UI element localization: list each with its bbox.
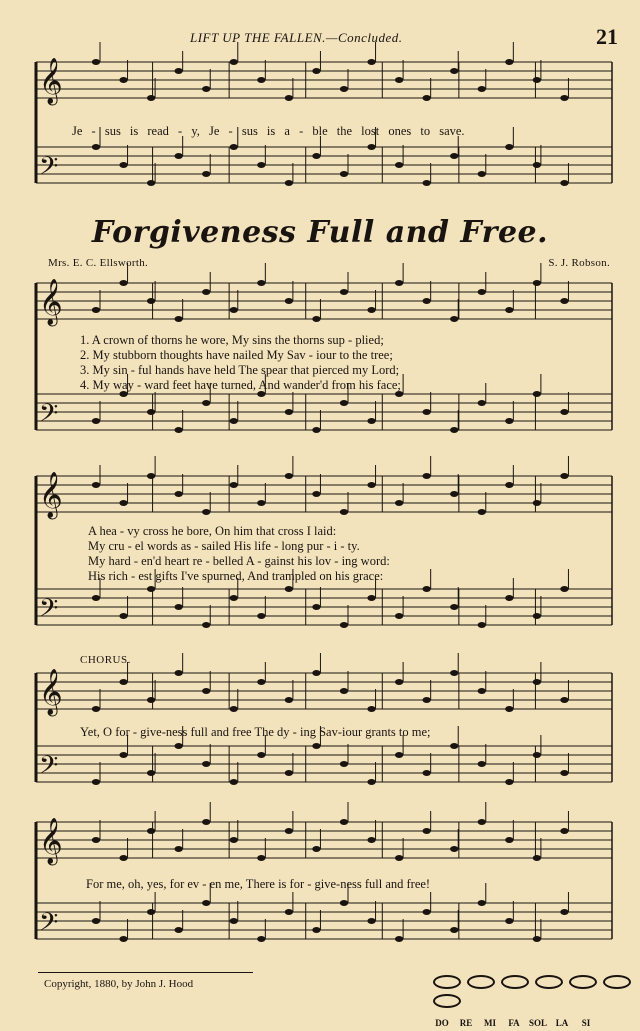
note-head (119, 162, 127, 168)
note-head (285, 95, 293, 101)
note-head (202, 622, 210, 628)
note-head (533, 77, 541, 83)
treble-clef-icon: 𝄞 (39, 279, 63, 325)
note-head (92, 837, 100, 843)
running-title: LIFT UP THE FALLEN.—Concluded. (190, 30, 403, 45)
verse-4-line-1: 4. My way - ward feet have turned, And wander'd from his face; (80, 378, 401, 392)
note-head (367, 418, 375, 424)
note-head (450, 316, 458, 322)
footer-rule (38, 972, 253, 973)
note-head (92, 307, 100, 313)
note-head (257, 500, 265, 506)
treble-clef-icon: 𝄞 (39, 58, 63, 104)
bass-clef-icon: 𝄢 (39, 908, 59, 943)
note-head (312, 153, 320, 159)
note-head (312, 927, 320, 933)
author: Mrs. E. C. Ellsworth. (48, 257, 149, 269)
sol-shape-icon (569, 975, 597, 989)
solfege-sol: SOL (528, 1018, 547, 1028)
solfege-re: RE (459, 1018, 473, 1028)
re-shape-icon (467, 975, 495, 989)
note-head (230, 918, 238, 924)
note-head (174, 927, 182, 933)
note-head (422, 586, 430, 592)
note-head (395, 77, 403, 83)
note-head (285, 409, 293, 415)
note-head (367, 482, 375, 488)
note-head (285, 298, 293, 304)
note-head (312, 670, 320, 676)
note-head (230, 482, 238, 488)
note-head (230, 59, 238, 65)
note-head (422, 180, 430, 186)
note-head (478, 86, 486, 92)
note-head (312, 846, 320, 852)
note-head (202, 509, 210, 515)
note-head (560, 180, 568, 186)
note-head (450, 491, 458, 497)
note-head (478, 509, 486, 515)
note-head (257, 613, 265, 619)
note-head (533, 855, 541, 861)
note-head (174, 604, 182, 610)
treble-clef-icon: 𝄞 (39, 472, 63, 518)
note-head (312, 604, 320, 610)
note-head (422, 697, 430, 703)
note-head (422, 95, 430, 101)
note-head (174, 68, 182, 74)
note-head (478, 171, 486, 177)
note-head (174, 846, 182, 852)
note-head (285, 909, 293, 915)
note-head (478, 622, 486, 628)
note-head (560, 409, 568, 415)
note-head (533, 752, 541, 758)
note-head (340, 289, 348, 295)
note-head (367, 779, 375, 785)
bass-clef-icon: 𝄢 (39, 751, 59, 786)
verse-4-line-2: His rich - est gifts I've spurned, And trampled on his grace: (88, 569, 384, 583)
note-head (450, 153, 458, 159)
note-head (505, 482, 513, 488)
do-shape-icon (433, 975, 461, 989)
solfege-legend (430, 975, 640, 1031)
note-head (340, 761, 348, 767)
note-head (202, 761, 210, 767)
note-head (533, 936, 541, 942)
note-head (505, 706, 513, 712)
note-head (340, 900, 348, 906)
note-head (560, 473, 568, 479)
note-head (505, 59, 513, 65)
top-lyric: Je - sus is read - y, Je - sus is a - ble the lost ones to save. (72, 124, 465, 138)
note-head (285, 697, 293, 703)
note-head (450, 743, 458, 749)
note-head (340, 509, 348, 515)
la-shape-icon (603, 975, 631, 989)
note-head (533, 500, 541, 506)
note-head (92, 595, 100, 601)
note-head (505, 779, 513, 785)
note-head (147, 409, 155, 415)
note-head (505, 595, 513, 601)
note-head (478, 400, 486, 406)
note-head (533, 162, 541, 168)
note-head (147, 95, 155, 101)
note-head (450, 68, 458, 74)
verse-2-line-2: My cru - el words as - sailed His life - long pur - i - ty. (88, 539, 360, 553)
note-head (119, 679, 127, 685)
chorus-line-2: For me, oh, yes, for ev - en me, There is for - give-ness full and free! (86, 877, 431, 891)
note-head (147, 586, 155, 592)
note-head (285, 180, 293, 186)
note-head (367, 837, 375, 843)
note-head (422, 298, 430, 304)
note-head (230, 706, 238, 712)
note-head (395, 280, 403, 286)
note-head (202, 900, 210, 906)
verse-1-line-2: A hea - vy cross he bore, On him that cross I laid: (88, 524, 337, 538)
note-head (312, 743, 320, 749)
note-head (505, 418, 513, 424)
note-head (450, 670, 458, 676)
note-head (174, 491, 182, 497)
solfege-fa: FA (508, 1018, 520, 1028)
note-head (174, 316, 182, 322)
bass-clef-icon: 𝄢 (39, 399, 59, 434)
note-head (340, 86, 348, 92)
note-head (478, 761, 486, 767)
note-head (92, 418, 100, 424)
note-head (119, 855, 127, 861)
solfege-labels (430, 1013, 640, 1031)
note-head (257, 162, 265, 168)
note-head (257, 752, 265, 758)
note-head (285, 473, 293, 479)
note-head (202, 289, 210, 295)
note-head (312, 316, 320, 322)
note-head (119, 500, 127, 506)
note-head (202, 400, 210, 406)
note-head (533, 391, 541, 397)
bass-clef-icon: 𝄢 (39, 152, 59, 187)
note-head (230, 144, 238, 150)
note-head (92, 918, 100, 924)
note-head (395, 162, 403, 168)
note-head (340, 819, 348, 825)
chorus-line-1: Yet, O for - give-ness full and free The dy - ing Sav-iour grants to me; (80, 725, 431, 739)
si-shape-icon (433, 994, 461, 1008)
note-head (367, 307, 375, 313)
note-head (285, 828, 293, 834)
note-head (560, 298, 568, 304)
note-head (285, 770, 293, 776)
solfege-do: DO (435, 1018, 449, 1028)
note-head (202, 819, 210, 825)
note-head (422, 409, 430, 415)
note-head (422, 828, 430, 834)
note-head (478, 289, 486, 295)
note-head (119, 280, 127, 286)
note-head (202, 86, 210, 92)
note-head (257, 936, 265, 942)
note-head (147, 697, 155, 703)
verse-3-line-1: 3. My sin - ful hands have held The spear that pierced my Lord; (80, 363, 400, 377)
fa-shape-icon (535, 975, 563, 989)
note-head (147, 473, 155, 479)
note-head (92, 779, 100, 785)
verse-3-line-2: My hard - en'd heart re - belled A - gainst his lov - ing word: (88, 554, 390, 568)
note-head (533, 679, 541, 685)
solfege-mi: MI (484, 1018, 496, 1028)
note-head (367, 918, 375, 924)
copyright: Copyright, 1880, by John J. Hood (44, 978, 194, 990)
note-head (450, 427, 458, 433)
note-head (147, 828, 155, 834)
treble-clef-icon: 𝄞 (39, 669, 63, 715)
note-head (174, 670, 182, 676)
note-head (257, 855, 265, 861)
note-head (285, 586, 293, 592)
note-head (119, 752, 127, 758)
note-head (340, 171, 348, 177)
composer: S. J. Robson. (548, 257, 610, 269)
note-head (422, 909, 430, 915)
note-head (450, 604, 458, 610)
note-head (422, 473, 430, 479)
note-head (174, 743, 182, 749)
page-number: 21 (596, 24, 618, 49)
note-head (147, 298, 155, 304)
note-head (119, 613, 127, 619)
note-head (230, 779, 238, 785)
note-head (478, 819, 486, 825)
note-head (257, 77, 265, 83)
note-head (367, 595, 375, 601)
note-head (230, 837, 238, 843)
note-head (560, 828, 568, 834)
solfege-si: SI (581, 1018, 591, 1028)
note-head (533, 280, 541, 286)
note-head (312, 491, 320, 497)
note-head (505, 307, 513, 313)
note-head (505, 918, 513, 924)
shape-note-icons (430, 975, 640, 1013)
solfege-la: LA (555, 1018, 569, 1028)
note-head (174, 427, 182, 433)
verse-1-line-1: 1. A crown of thorns he wore, My sins the thorns sup - plied; (80, 333, 384, 347)
note-head (505, 144, 513, 150)
note-head (395, 936, 403, 942)
note-head (395, 855, 403, 861)
note-head (202, 688, 210, 694)
note-head (560, 697, 568, 703)
note-head (367, 59, 375, 65)
note-head (533, 613, 541, 619)
treble-clef-icon: 𝄞 (39, 818, 63, 864)
note-head (257, 280, 265, 286)
verse-2-line-1: 2. My stubborn thoughts have nailed My Sav - iour to the tree; (80, 348, 393, 362)
note-head (147, 180, 155, 186)
note-head (395, 500, 403, 506)
note-head (560, 909, 568, 915)
note-head (340, 622, 348, 628)
note-head (560, 95, 568, 101)
note-head (230, 307, 238, 313)
note-head (230, 418, 238, 424)
note-head (450, 846, 458, 852)
note-head (450, 927, 458, 933)
note-head (505, 837, 513, 843)
note-head (230, 595, 238, 601)
note-head (119, 936, 127, 942)
note-head (478, 900, 486, 906)
note-head (478, 688, 486, 694)
note-head (92, 59, 100, 65)
note-head (422, 770, 430, 776)
note-head (340, 688, 348, 694)
note-head (92, 144, 100, 150)
note-head (312, 68, 320, 74)
note-head (92, 706, 100, 712)
note-head (560, 770, 568, 776)
note-head (395, 752, 403, 758)
mi-shape-icon (501, 975, 529, 989)
note-head (92, 482, 100, 488)
note-head (312, 427, 320, 433)
note-head (395, 679, 403, 685)
note-head (174, 153, 182, 159)
bass-clef-icon: 𝄢 (39, 594, 59, 629)
chorus-label: CHORUS. (80, 654, 131, 666)
note-head (147, 909, 155, 915)
note-head (202, 171, 210, 177)
hymn-title: Forgiveness Full and Free. (91, 215, 549, 250)
note-head (119, 77, 127, 83)
note-head (367, 144, 375, 150)
note-head (147, 770, 155, 776)
note-head (367, 706, 375, 712)
note-head (560, 586, 568, 592)
note-head (395, 613, 403, 619)
note-head (257, 679, 265, 685)
note-head (340, 400, 348, 406)
